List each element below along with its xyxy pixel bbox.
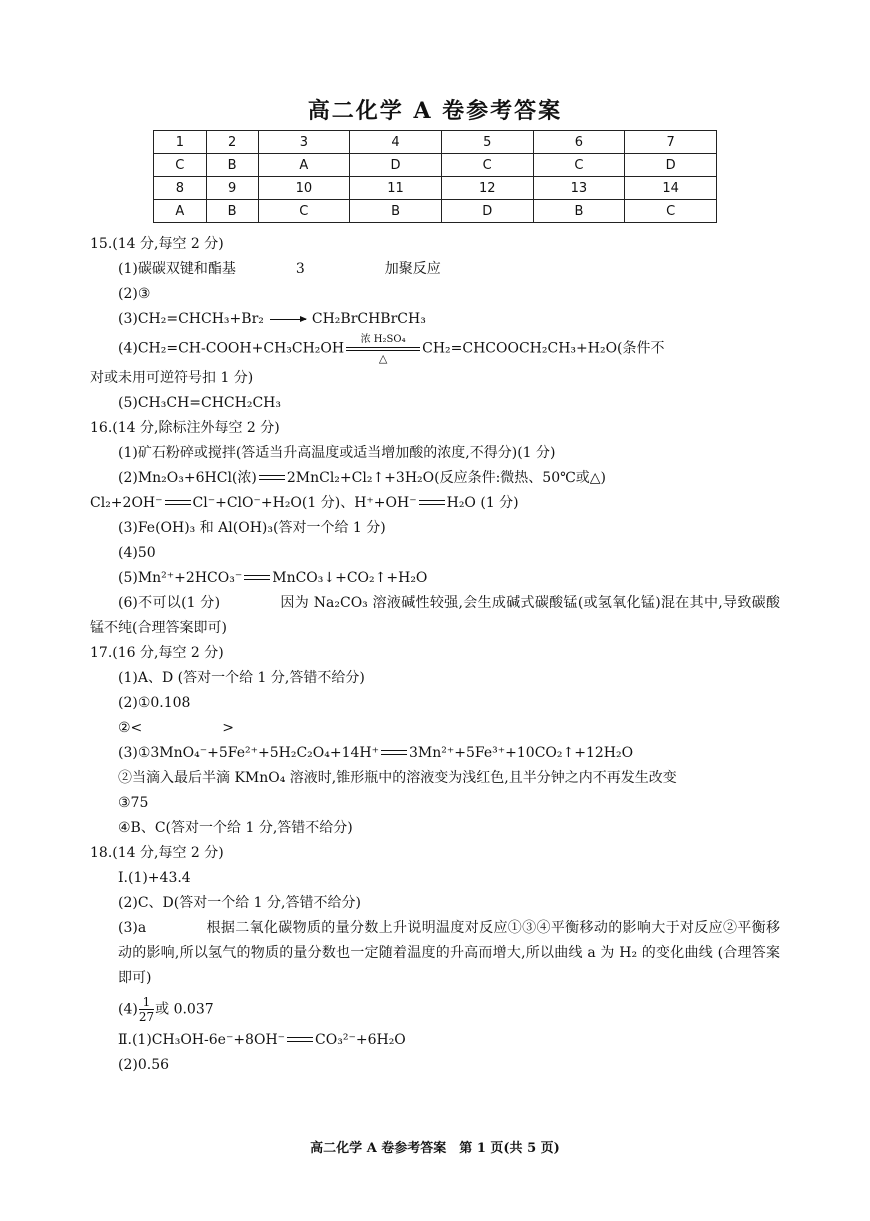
table-cell: 7: [625, 131, 717, 154]
table-cell: D: [441, 200, 533, 223]
q16-part3: (3)Fe(OH)₃ 和 Al(OH)₃(答对一个给 1 分): [118, 519, 386, 536]
q18-part5-right: CO₃²⁻+6H₂O: [315, 1031, 406, 1048]
q16-part2-right: 2MnCl₂+Cl₂↑+3H₂O(反应条件:微热、50℃或△): [286, 469, 607, 486]
q16-part5-left: (5)Mn²⁺+2HCO₃⁻: [118, 569, 243, 586]
table-cell: 4: [350, 131, 442, 154]
table-row: [154, 154, 717, 177]
q15-part3-right: CH₂BrCHBrCH₃: [311, 311, 426, 327]
equals-sign-icon: [244, 575, 270, 581]
q17-part3-right: 3Mn²⁺+5Fe³⁺+10CO₂↑+12H₂O: [409, 744, 634, 761]
table-row: [154, 200, 717, 223]
q15-part4-continued: 对或未用可逆符号扣 1 分): [90, 369, 254, 386]
q17-part3-left: (3)①3MnO₄⁻+5Fe²⁺+5H₂C₂O₄+14H⁺: [118, 744, 380, 761]
answer-content: [90, 232, 780, 1078]
reaction-arrow-icon: [270, 319, 306, 320]
page-footer: 高二化学 A 卷参考答案 第 1 页(共 5 页): [310, 1141, 560, 1156]
equals-sign-icon: [259, 475, 285, 481]
q18-part3: [90, 916, 780, 991]
q15-part4-condition-top: 浓 H₂SO₄: [360, 334, 406, 345]
table-cell: 10: [258, 177, 350, 200]
q16-heading: 16.(14 分,除标注外每空 2 分): [90, 419, 280, 436]
q16-part6-a: (6)不可以(1 分): [118, 594, 221, 611]
q16-part2b-left: Cl₂+2OH⁻: [90, 494, 163, 511]
q17-part2b-a: ②<: [118, 719, 143, 736]
q18-part5-left: Ⅱ.(1)CH₃OH-6e⁻+8OH⁻: [118, 1031, 286, 1048]
q16-part2b-right: H₂O (1 分): [446, 494, 519, 511]
q16-part4: (4)50: [118, 544, 156, 561]
table-cell: 6: [533, 131, 625, 154]
table-cell: 13: [533, 177, 625, 200]
q18-part3-b: 根据二氧化碳物质的量分数上升说明温度对反应①③④平衡移动的影响大于对反应②平衡移动的影响,所以氢气的物质的量分数也一定随着温度的升高而增大,所以曲线 a 为 H₂ 的变化曲线 (合理答案即可): [118, 919, 780, 986]
q17-part3: [90, 741, 780, 766]
answer-table-body: [154, 131, 717, 223]
q18-part2: (2)C、D(答对一个给 1 分,答错不给分): [118, 894, 361, 911]
table-cell: C: [154, 154, 207, 177]
table-cell: D: [625, 154, 717, 177]
equals-sign-icon: [165, 500, 191, 506]
equals-sign-icon: [381, 750, 407, 756]
table-cell: 5: [441, 131, 533, 154]
q17-part2b: [90, 716, 780, 741]
table-cell: C: [258, 200, 350, 223]
table-cell: B: [206, 200, 258, 223]
q15-part2: (2)③: [118, 286, 151, 302]
q16-part2b-mid: Cl⁻+ClO⁻+H₂O(1 分)、H⁺+OH⁻: [192, 494, 417, 511]
table-cell: B: [350, 200, 442, 223]
q17-part2a: (2)①0.108: [118, 694, 191, 711]
table-cell: 1: [154, 131, 207, 154]
q18-part6: (2)0.56: [118, 1056, 170, 1073]
table-cell: A: [258, 154, 350, 177]
answer-table: [153, 130, 717, 223]
table-cell: 14: [625, 177, 717, 200]
page-title: 高二化学 A 卷参考答案: [307, 98, 563, 124]
q17-part3b: ②当滴入最后半滴 KMnO₄ 溶液时,锥形瓶中的溶液变为浅红色,且半分钟之内不再发生改变: [118, 769, 677, 786]
fraction-numerator: 1: [139, 995, 154, 1010]
q16-part2-left: (2)Mn₂O₃+6HCl(浓): [118, 469, 257, 486]
q16-part2: [90, 466, 780, 491]
q15-heading: 15.(14 分,每空 2 分): [90, 236, 224, 252]
fraction-denominator: 27: [138, 1009, 155, 1024]
q15-part3: [90, 307, 780, 332]
q15-part1: [90, 257, 780, 282]
table-cell: 3: [258, 131, 350, 154]
q15-part1-c: 加聚反应: [384, 261, 441, 277]
q15-part4-condition-bottom: △: [378, 352, 388, 365]
q15-part4-right: CH₂=CHCOOCH₂CH₃+H₂O(条件不: [422, 340, 665, 357]
q17-heading: 17.(16 分,每空 2 分): [90, 644, 224, 661]
q15-part3-left: (3)CH₂=CHCH₃+Br₂: [118, 311, 264, 327]
q15-part4: [90, 334, 780, 365]
table-row: [154, 131, 717, 154]
table-cell: 8: [154, 177, 207, 200]
table-cell: A: [154, 200, 207, 223]
table-row: [154, 177, 717, 200]
q18-part3-a: (3)a: [118, 919, 147, 936]
q15-part5: (5)CH₃CH=CHCH₂CH₃: [118, 394, 282, 411]
table-cell: B: [533, 200, 625, 223]
reversible-arrow-icon: [346, 334, 420, 365]
q16-part1: (1)矿石粉碎或搅拌(答适当升高温度或适当增加酸的浓度,不得分)(1 分): [118, 444, 556, 461]
fraction: [139, 995, 154, 1024]
table-cell: 11: [350, 177, 442, 200]
q16-part5-right: MnCO₃↓+CO₂↑+H₂O: [272, 569, 428, 586]
q18-part5: [90, 1028, 780, 1053]
q16-part2b: [90, 491, 780, 516]
q15-part1-b: 3: [295, 261, 305, 277]
q17-part3d: ④B、C(答对一个给 1 分,答错不给分): [118, 819, 353, 836]
table-cell: 12: [441, 177, 533, 200]
q16-part5: [90, 566, 780, 591]
q18-part1: Ⅰ.(1)+43.4: [118, 869, 191, 886]
equals-sign-icon: [287, 1037, 313, 1043]
q18-part4-pre: (4): [118, 1001, 138, 1017]
q16-part6: [90, 591, 780, 641]
q18-part4: [90, 995, 780, 1024]
table-cell: C: [625, 200, 717, 223]
equals-sign-icon: [419, 500, 445, 506]
q15-part1-a: (1)碳碳双键和酯基: [118, 261, 236, 277]
q17-part1: (1)A、D (答对一个给 1 分,答错不给分): [118, 669, 365, 686]
q17-part3c: ③75: [118, 794, 149, 811]
q18-heading: 18.(14 分,每空 2 分): [90, 844, 224, 861]
table-cell: 2: [206, 131, 258, 154]
table-cell: C: [441, 154, 533, 177]
q18-part4-post: 或 0.037: [155, 1001, 214, 1017]
table-cell: D: [350, 154, 442, 177]
q16-part6-b: 因为 Na₂CO₃ 溶液碱性较强,会生成碱式碳酸锰(或氢氧化锰)混在其中,导致碳酸锰不纯(合理答案即可): [90, 594, 780, 636]
q15-part4-left: (4)CH₂=CH-COOH+CH₃CH₂OH: [118, 340, 345, 357]
table-cell: C: [533, 154, 625, 177]
table-cell: B: [206, 154, 258, 177]
q17-part2b-b: >: [222, 719, 235, 736]
table-cell: 9: [206, 177, 258, 200]
